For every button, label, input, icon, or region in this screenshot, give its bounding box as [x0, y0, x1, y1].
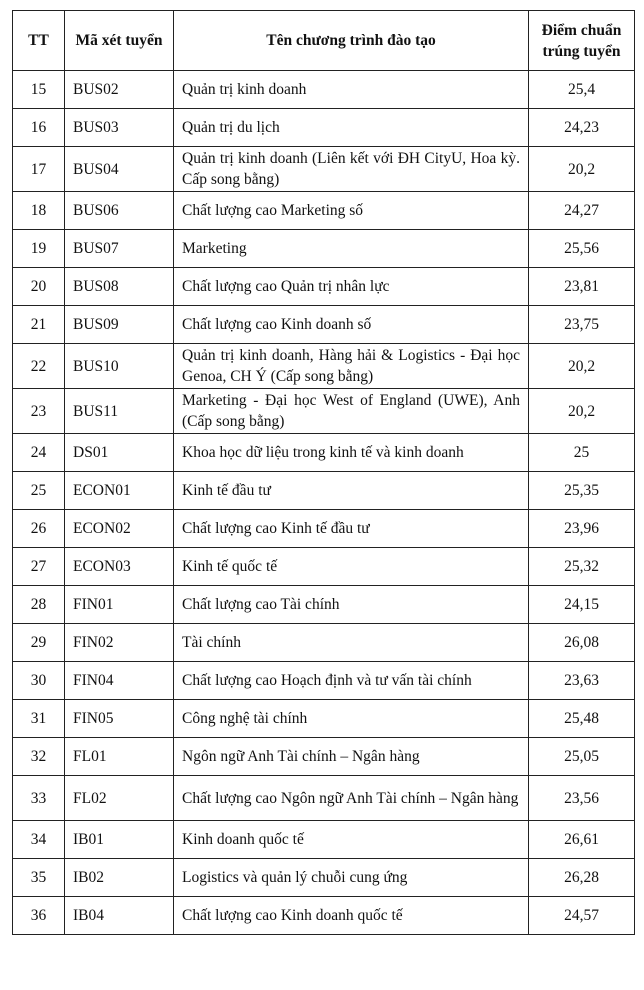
cell-score: 25,48 — [529, 700, 635, 738]
cell-program: Chất lượng cao Kinh doanh quốc tế — [174, 897, 529, 935]
cell-tt: 30 — [13, 662, 65, 700]
cell-score: 24,23 — [529, 109, 635, 147]
cell-score: 23,96 — [529, 510, 635, 548]
cell-tt: 22 — [13, 344, 65, 389]
table-row — [13, 434, 635, 472]
cell-tt: 16 — [13, 109, 65, 147]
cell-code: IB02 — [65, 859, 174, 897]
cell-code: ECON03 — [65, 548, 174, 586]
cell-score: 23,75 — [529, 306, 635, 344]
cell-score: 20,2 — [529, 344, 635, 389]
cell-program: Marketing — [174, 230, 529, 268]
cell-score: 24,57 — [529, 897, 635, 935]
cell-tt: 18 — [13, 192, 65, 230]
cell-program: Kinh doanh quốc tế — [174, 821, 529, 859]
table-row — [13, 109, 635, 147]
cell-tt: 24 — [13, 434, 65, 472]
cell-code: FIN01 — [65, 586, 174, 624]
cell-code: FL02 — [65, 776, 174, 821]
cell-program: Chất lượng cao Kinh doanh số — [174, 306, 529, 344]
cell-program: Logistics và quản lý chuỗi cung ứng — [174, 859, 529, 897]
cell-code: BUS09 — [65, 306, 174, 344]
cell-program: Chất lượng cao Ngôn ngữ Anh Tài chính – Ngân hàng — [174, 776, 529, 821]
cell-tt: 19 — [13, 230, 65, 268]
cell-code: ECON02 — [65, 510, 174, 548]
cell-score: 25,05 — [529, 738, 635, 776]
cell-code: FIN05 — [65, 700, 174, 738]
cell-program: Chất lượng cao Tài chính — [174, 586, 529, 624]
cell-code: FIN04 — [65, 662, 174, 700]
header-program: Tên chương trình đào tạo — [174, 11, 529, 71]
table-row — [13, 510, 635, 548]
table-row — [13, 389, 635, 434]
cell-score: 25,32 — [529, 548, 635, 586]
header-score: Điểm chuẩn trúng tuyển — [529, 11, 635, 71]
table-row — [13, 897, 635, 935]
table-row — [13, 700, 635, 738]
cell-score: 26,08 — [529, 624, 635, 662]
cell-score: 20,2 — [529, 147, 635, 192]
cell-score: 26,28 — [529, 859, 635, 897]
table-header — [13, 11, 635, 71]
table-body — [13, 71, 635, 935]
cell-score: 25 — [529, 434, 635, 472]
cell-program: Khoa học dữ liệu trong kinh tế và kinh doanh — [174, 434, 529, 472]
cell-program: Chất lượng cao Marketing số — [174, 192, 529, 230]
cell-program: Quản trị kinh doanh — [174, 71, 529, 109]
cell-score: 23,63 — [529, 662, 635, 700]
cell-score: 25,4 — [529, 71, 635, 109]
cell-code: BUS08 — [65, 268, 174, 306]
cell-tt: 17 — [13, 147, 65, 192]
cell-code: BUS02 — [65, 71, 174, 109]
table-row — [13, 662, 635, 700]
cell-code: DS01 — [65, 434, 174, 472]
admission-scores-table — [12, 10, 635, 935]
cell-code: BUS11 — [65, 389, 174, 434]
cell-program: Chất lượng cao Hoạch định và tư vấn tài chính — [174, 662, 529, 700]
cell-code: FIN02 — [65, 624, 174, 662]
table-row — [13, 306, 635, 344]
table-row — [13, 71, 635, 109]
header-tt: TT — [13, 11, 65, 71]
cell-tt: 25 — [13, 472, 65, 510]
cell-score: 23,81 — [529, 268, 635, 306]
table-row — [13, 776, 635, 821]
admission-scores-table-container — [12, 10, 635, 935]
cell-tt: 26 — [13, 510, 65, 548]
cell-program: Ngôn ngữ Anh Tài chính – Ngân hàng — [174, 738, 529, 776]
cell-tt: 28 — [13, 586, 65, 624]
cell-tt: 31 — [13, 700, 65, 738]
table-row — [13, 344, 635, 389]
cell-program: Chất lượng cao Quản trị nhân lực — [174, 268, 529, 306]
cell-code: IB01 — [65, 821, 174, 859]
cell-score: 25,35 — [529, 472, 635, 510]
cell-program: Kinh tế đầu tư — [174, 472, 529, 510]
cell-program: Công nghệ tài chính — [174, 700, 529, 738]
cell-tt: 15 — [13, 71, 65, 109]
cell-tt: 34 — [13, 821, 65, 859]
cell-program: Tài chính — [174, 624, 529, 662]
table-row — [13, 230, 635, 268]
cell-code: ECON01 — [65, 472, 174, 510]
cell-code: IB04 — [65, 897, 174, 935]
table-row — [13, 821, 635, 859]
cell-code: FL01 — [65, 738, 174, 776]
header-code: Mã xét tuyển — [65, 11, 174, 71]
cell-tt: 23 — [13, 389, 65, 434]
cell-program: Quản trị kinh doanh, Hàng hải & Logistics - Đại học Genoa, CH Ý (Cấp song bằng) — [174, 344, 529, 389]
cell-tt: 36 — [13, 897, 65, 935]
cell-program: Quản trị kinh doanh (Liên kết với ĐH CityU, Hoa kỳ. Cấp song bằng) — [174, 147, 529, 192]
cell-code: BUS10 — [65, 344, 174, 389]
cell-code: BUS06 — [65, 192, 174, 230]
cell-code: BUS04 — [65, 147, 174, 192]
cell-tt: 21 — [13, 306, 65, 344]
cell-score: 26,61 — [529, 821, 635, 859]
cell-code: BUS07 — [65, 230, 174, 268]
table-row — [13, 192, 635, 230]
cell-program: Kinh tế quốc tế — [174, 548, 529, 586]
cell-tt: 20 — [13, 268, 65, 306]
cell-code: BUS03 — [65, 109, 174, 147]
table-row — [13, 472, 635, 510]
cell-tt: 35 — [13, 859, 65, 897]
table-row — [13, 624, 635, 662]
cell-tt: 33 — [13, 776, 65, 821]
table-row — [13, 548, 635, 586]
cell-score: 20,2 — [529, 389, 635, 434]
cell-score: 25,56 — [529, 230, 635, 268]
table-row — [13, 268, 635, 306]
header-row — [13, 11, 635, 71]
cell-score: 23,56 — [529, 776, 635, 821]
cell-program: Marketing - Đại học West of England (UWE), Anh (Cấp song bằng) — [174, 389, 529, 434]
cell-tt: 27 — [13, 548, 65, 586]
table-row — [13, 738, 635, 776]
table-row — [13, 859, 635, 897]
cell-score: 24,15 — [529, 586, 635, 624]
cell-score: 24,27 — [529, 192, 635, 230]
table-row — [13, 586, 635, 624]
cell-program: Quản trị du lịch — [174, 109, 529, 147]
cell-tt: 29 — [13, 624, 65, 662]
cell-tt: 32 — [13, 738, 65, 776]
table-row — [13, 147, 635, 192]
cell-program: Chất lượng cao Kinh tế đầu tư — [174, 510, 529, 548]
